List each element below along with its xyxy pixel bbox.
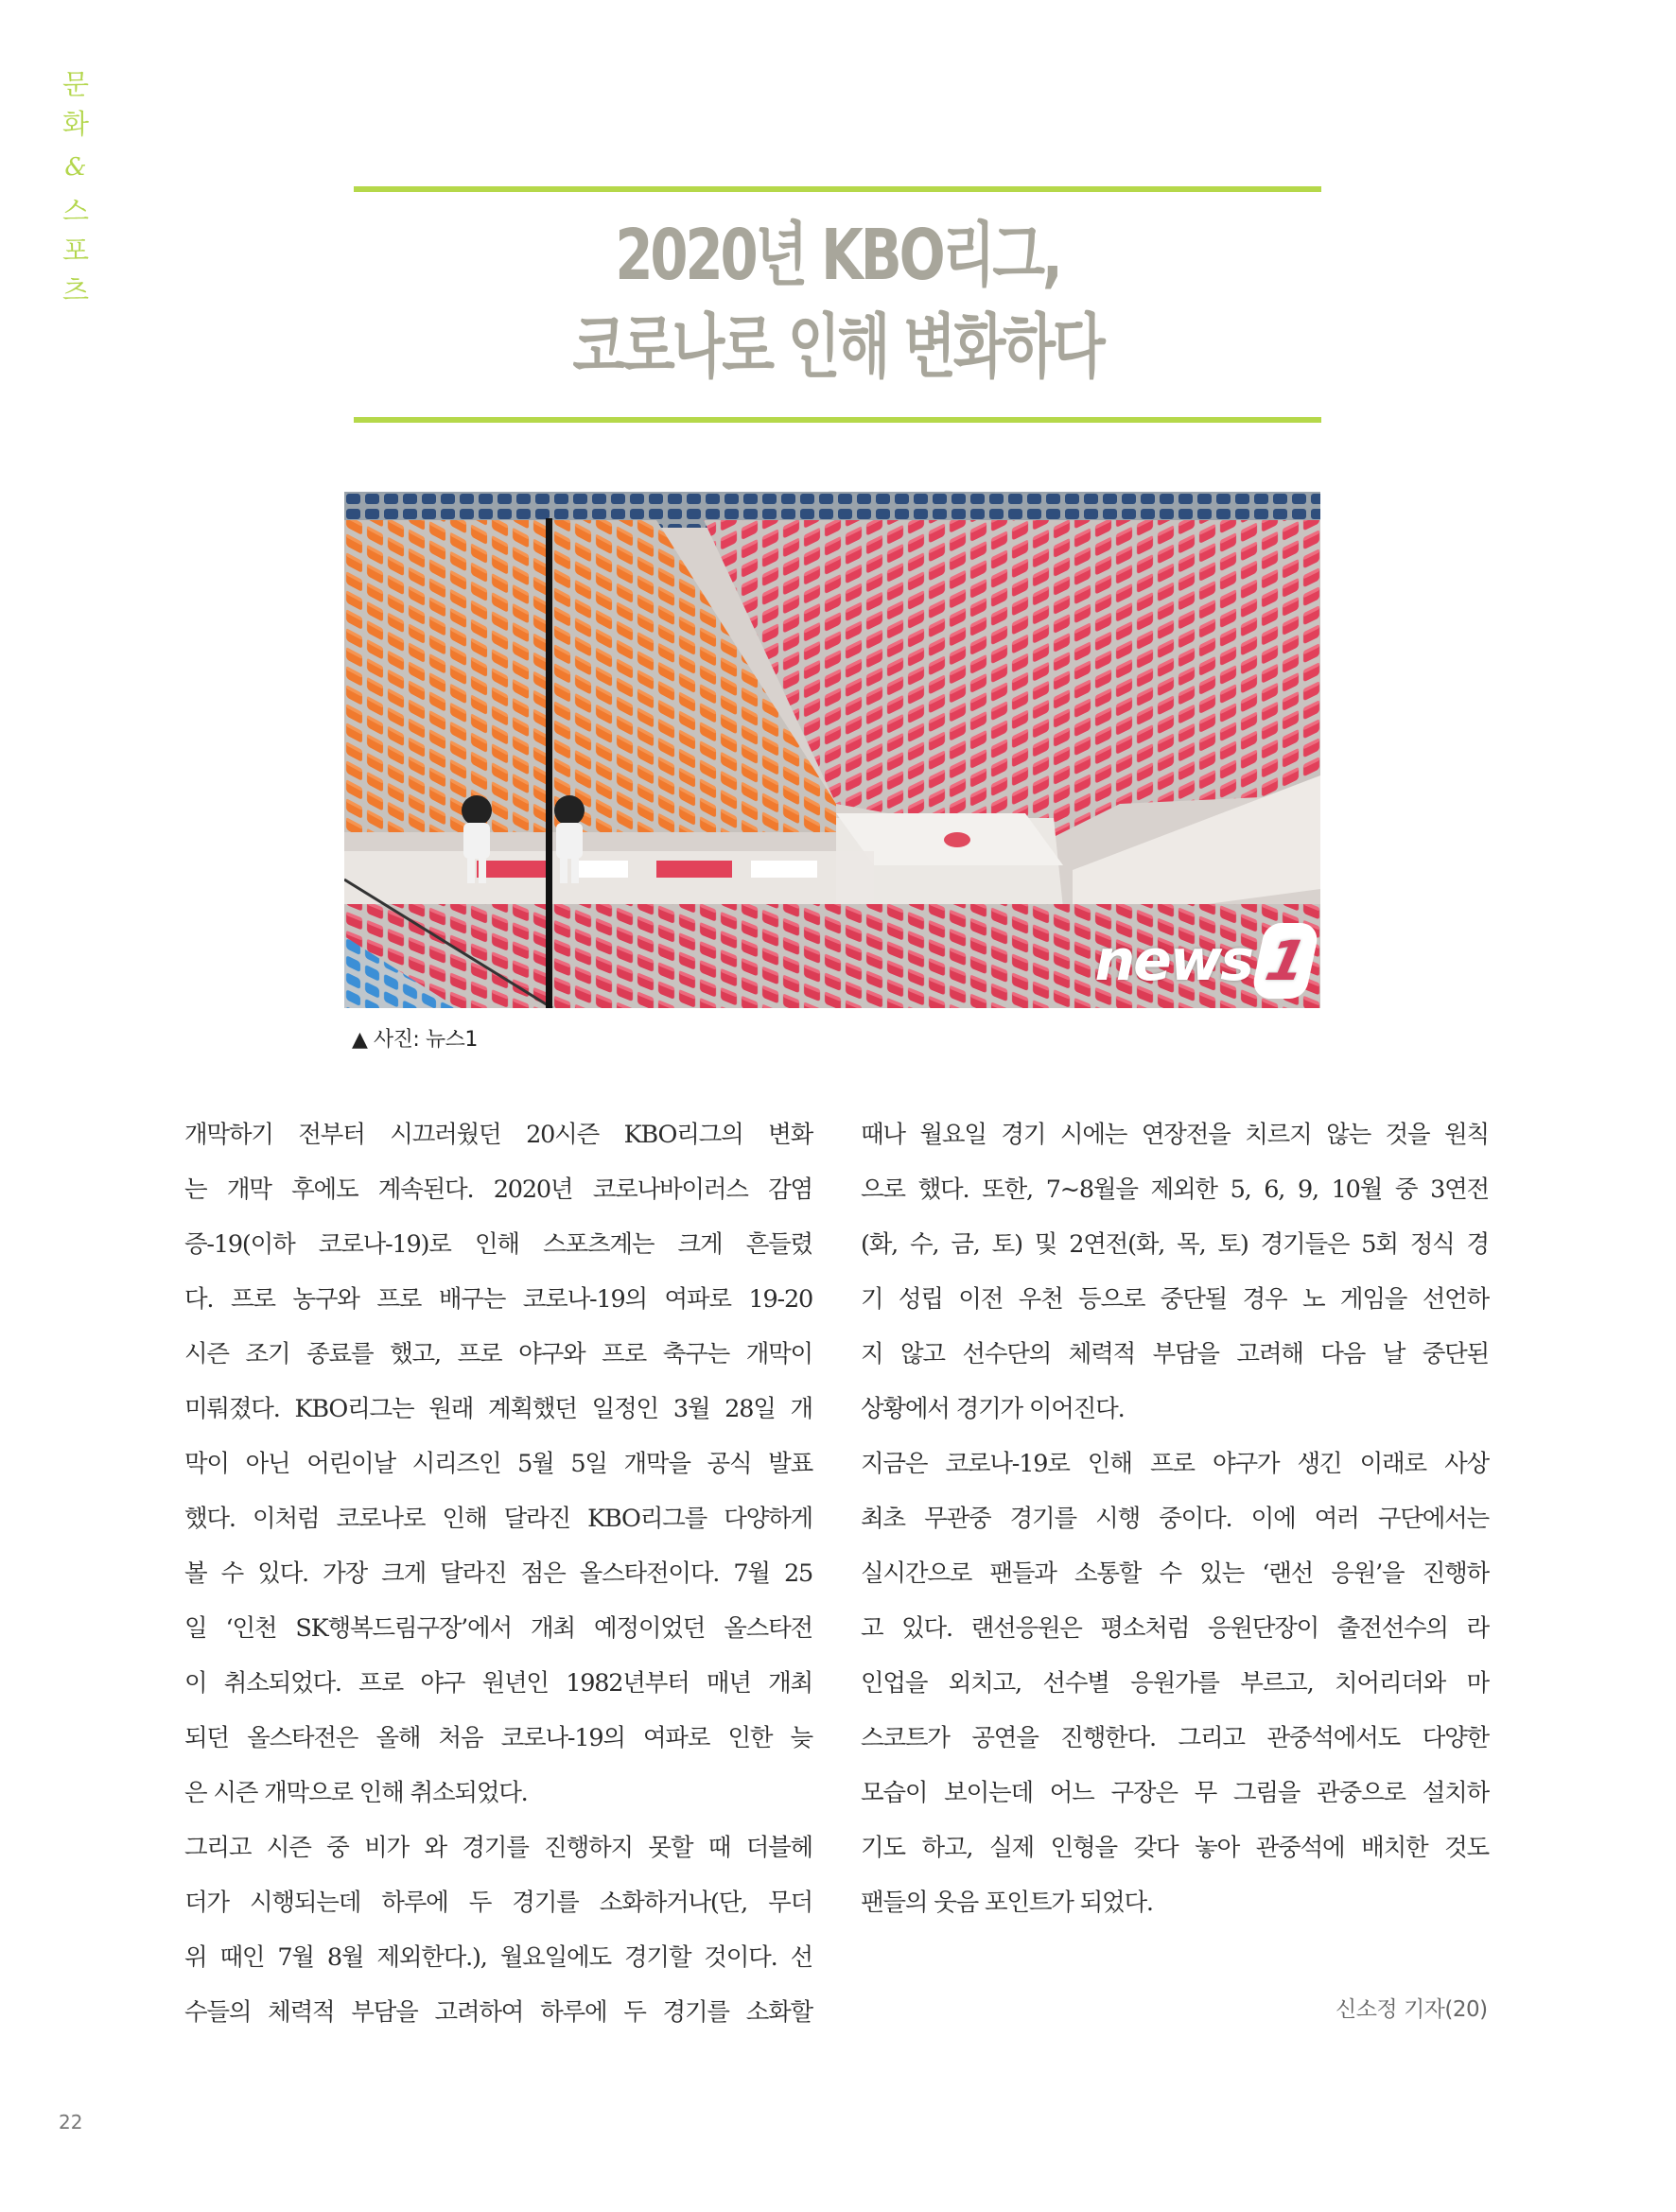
section-label [59, 64, 93, 310]
body-line: 했다. 이처럼 코로나로 인해 달라진 KBO리그를 다양하게 [184, 1505, 812, 1533]
title-line-2: 코로나로 인해 변화하다 [572, 306, 1103, 388]
news1-watermark [1094, 923, 1313, 999]
section-label-char: 화 [61, 108, 89, 140]
body-line: 은 시즌 개막으로 인해 취소되었다. [184, 1779, 528, 1807]
photo-caption: ▲ 사진: 뉴스1 [352, 1028, 478, 1052]
section-label-char: 츠 [61, 274, 89, 306]
body-line: 일 ‘인천 SK행복드림구장’에서 개최 예정이었던 올스타전 [184, 1614, 812, 1643]
body-line: 기 성립 이전 우천 등으로 중단될 경우 노 게임을 선언하 [861, 1285, 1489, 1314]
body-line: 기도 하고, 실제 인형을 갖다 놓아 관중석에 배치한 것도 [861, 1834, 1489, 1862]
body-line: 모습이 보이는데 어느 구장은 무 그림을 관중으로 설치하 [861, 1779, 1489, 1807]
body-line: 막이 아닌 어린이날 시리즈인 5월 5일 개막을 공식 발표 [184, 1450, 812, 1478]
body-line: 볼 수 있다. 가장 크게 달라진 점은 올스타전이다. 7월 25 [184, 1559, 812, 1588]
body-line: 으로 했다. 또한, 7~8월을 제외한 5, 6, 9, 10월 중 3연전 [861, 1176, 1489, 1204]
body-line: 인업을 외치고, 선수별 응원가를 부르고, 치어리더와 마 [861, 1669, 1489, 1698]
body-line: 때나 월요일 경기 시에는 연장전을 치르지 않는 것을 원칙 [861, 1121, 1489, 1149]
watermark-text: news [1094, 928, 1252, 994]
title-line-1: 2020년 KBO리그, [615, 215, 1060, 296]
article-title [354, 210, 1321, 393]
body-line: 더가 시행되는데 하루에 두 경기를 소화하거나(단, 무더 [184, 1889, 812, 1917]
body-line: 시즌 조기 종료를 했고, 프로 야구와 프로 축구는 개막이 [184, 1340, 812, 1368]
section-label-char: 포 [61, 235, 89, 267]
body-line: 실시간으로 팬들과 소통할 수 있는 ‘랜선 응원’을 진행하 [861, 1559, 1489, 1588]
body-line: 되던 올스타전은 올해 처음 코로나-19의 여파로 인한 늦 [184, 1724, 812, 1752]
article-body-right-column [861, 1107, 1489, 1930]
author-byline: 신소정 기자(20) [1336, 1997, 1488, 2022]
body-line: 상황에서 경기가 이어진다. [861, 1395, 1125, 1423]
body-line: 고 있다. 랜선응원은 평소처럼 응원단장이 출전선수의 라 [861, 1614, 1489, 1643]
body-line: 지금은 코로나-19로 인해 프로 야구가 생긴 이래로 사상 [861, 1450, 1489, 1478]
body-line: 개막하기 전부터 시끄러웠던 20시즌 KBO리그의 변화 [184, 1121, 812, 1149]
body-line: 이 취소되었다. 프로 야구 원년인 1982년부터 매년 개최 [184, 1669, 812, 1698]
body-line: 다. 프로 농구와 프로 배구는 코로나-19의 여파로 19-20 [184, 1285, 812, 1314]
section-label-char: 스 [61, 195, 89, 227]
watermark-mark: 1 [1249, 923, 1320, 999]
body-line: 는 개막 후에도 계속된다. 2020년 코로나바이러스 감염 [184, 1176, 812, 1204]
body-line: 수들의 체력적 부담을 고려하여 하루에 두 경기를 소화할 [184, 1998, 812, 2027]
section-label-char: 문 [61, 68, 89, 100]
body-line: 팬들의 웃음 포인트가 되었다. [861, 1889, 1153, 1917]
article-body-left-column [184, 1107, 812, 2040]
body-line: 증-19(이하 코로나-19)로 인해 스포츠계는 크게 흔들렸 [184, 1230, 812, 1259]
body-line: 스코트가 공연을 진행한다. 그리고 관중석에서도 다양한 [861, 1724, 1489, 1752]
body-line: 미뤄졌다. KBO리그는 원래 계획했던 일정인 3월 28일 개 [184, 1395, 812, 1423]
ampersand-icon: & [64, 153, 87, 182]
title-rule-top [354, 186, 1321, 192]
body-line: 지 않고 선수단의 체력적 부담을 고려해 다음 날 중단된 [861, 1340, 1489, 1368]
body-line: 위 때인 7월 8월 제외한다.), 월요일에도 경기할 것이다. 선 [184, 1943, 812, 1972]
body-line: 그리고 시즌 중 비가 와 경기를 진행하지 못할 때 더블헤 [184, 1834, 812, 1862]
article-photo [344, 492, 1320, 1008]
title-rule-bottom [354, 417, 1321, 423]
body-line: 최초 무관중 경기를 시행 중이다. 이에 여러 구단에서는 [861, 1505, 1489, 1533]
body-line: (화, 수, 금, 토) 및 2연전(화, 목, 토) 경기들은 5회 정식 경 [861, 1230, 1489, 1259]
page-number: 22 [59, 2111, 83, 2134]
